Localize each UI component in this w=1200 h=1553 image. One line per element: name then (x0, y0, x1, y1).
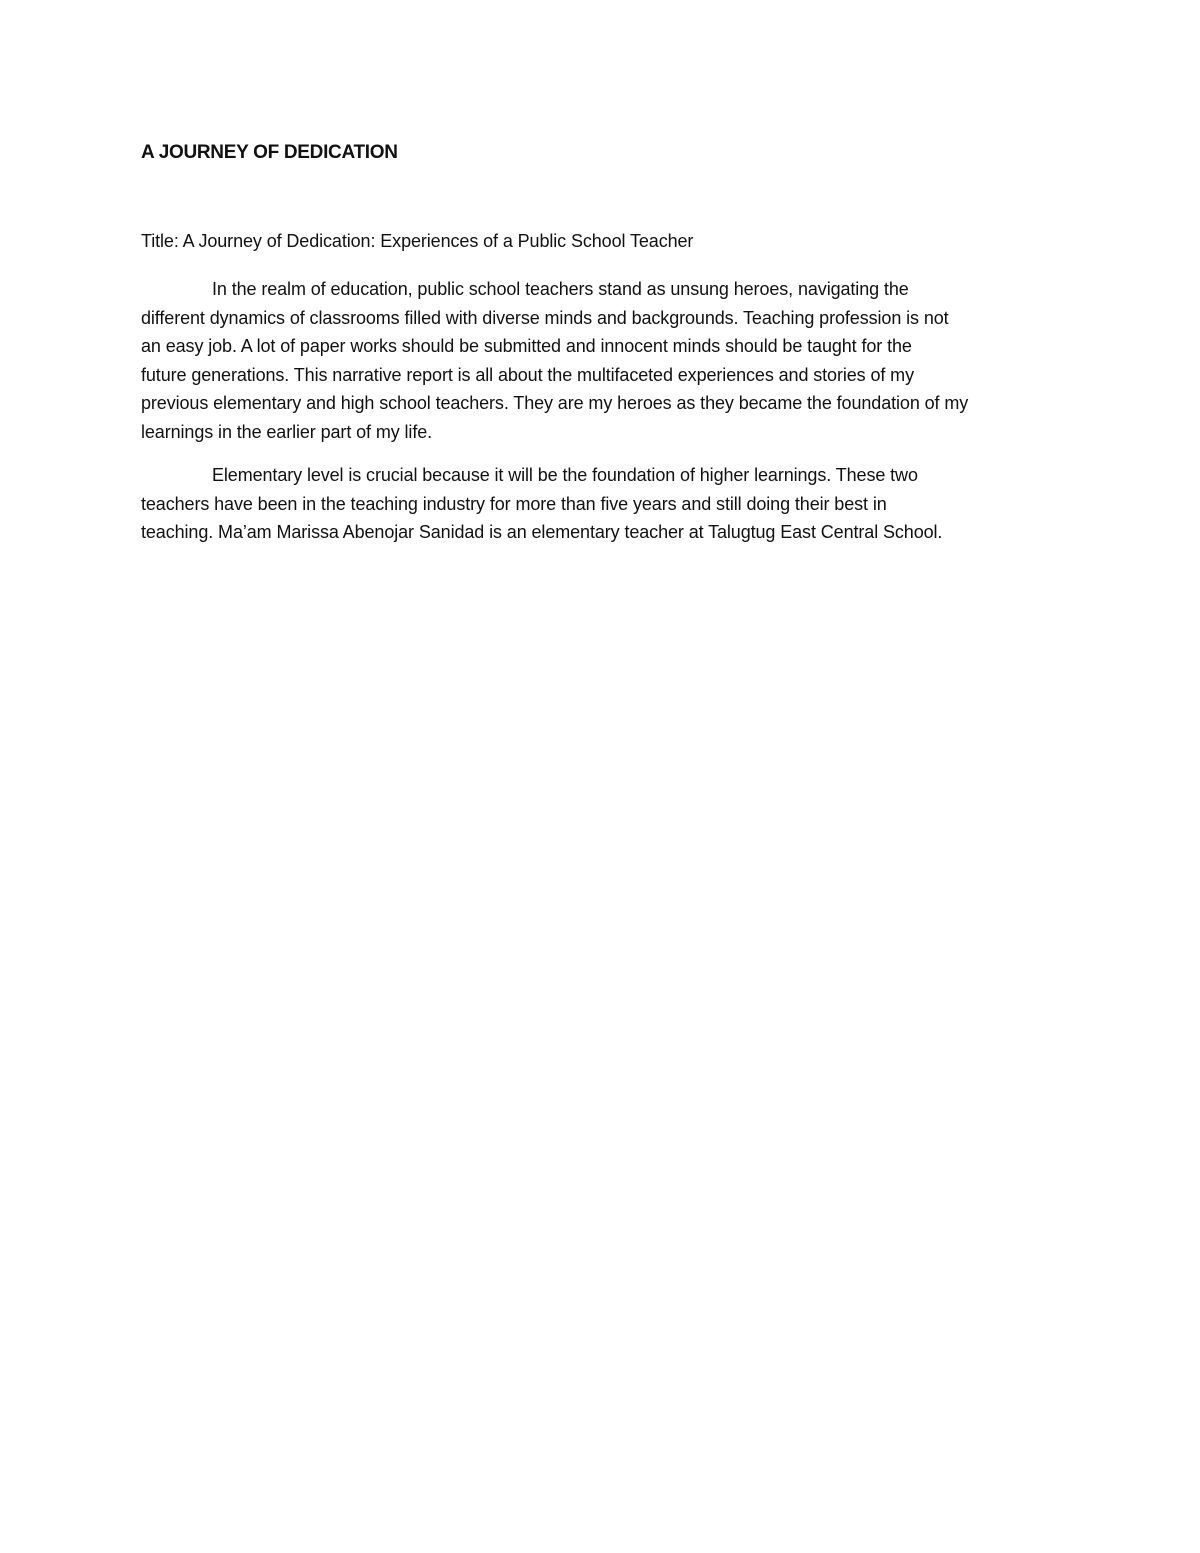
paragraph-intro (141, 275, 1061, 446)
document-heading: A JOURNEY OF DEDICATION (141, 142, 398, 163)
paragraph-elementary (141, 461, 1061, 547)
paragraph-line: teachers have been in the teaching industry for more than five years and still doing their best in (141, 493, 887, 514)
paragraph-line: an easy job. A lot of paper works should be submitted and innocent minds should be taught for the (141, 336, 912, 356)
paragraph-line: different dynamics of classrooms filled with diverse minds and backgrounds. Teaching profession is not (141, 307, 949, 328)
paragraph-line: learnings in the earlier part of my life. (141, 421, 433, 442)
paragraph-line: Elementary level is crucial because it will be the foundation of higher learnings. These two (212, 465, 918, 485)
paragraph-line: teaching. Ma’am Marissa Abenojar Sanidad is an elementary teacher at Talugtug East Central School. (141, 522, 943, 542)
paragraph-line: In the realm of education, public school teachers stand as unsung heroes, navigating the (212, 279, 909, 299)
document-title-line: Title: A Journey of Dedication: Experiences of a Public School Teacher (141, 231, 694, 251)
paragraph-line: previous elementary and high school teachers. They are my heroes as they became the foundation of my (141, 393, 969, 413)
paragraph-line: future generations. This narrative report is all about the multifaceted experiences and stories of my (141, 364, 914, 385)
